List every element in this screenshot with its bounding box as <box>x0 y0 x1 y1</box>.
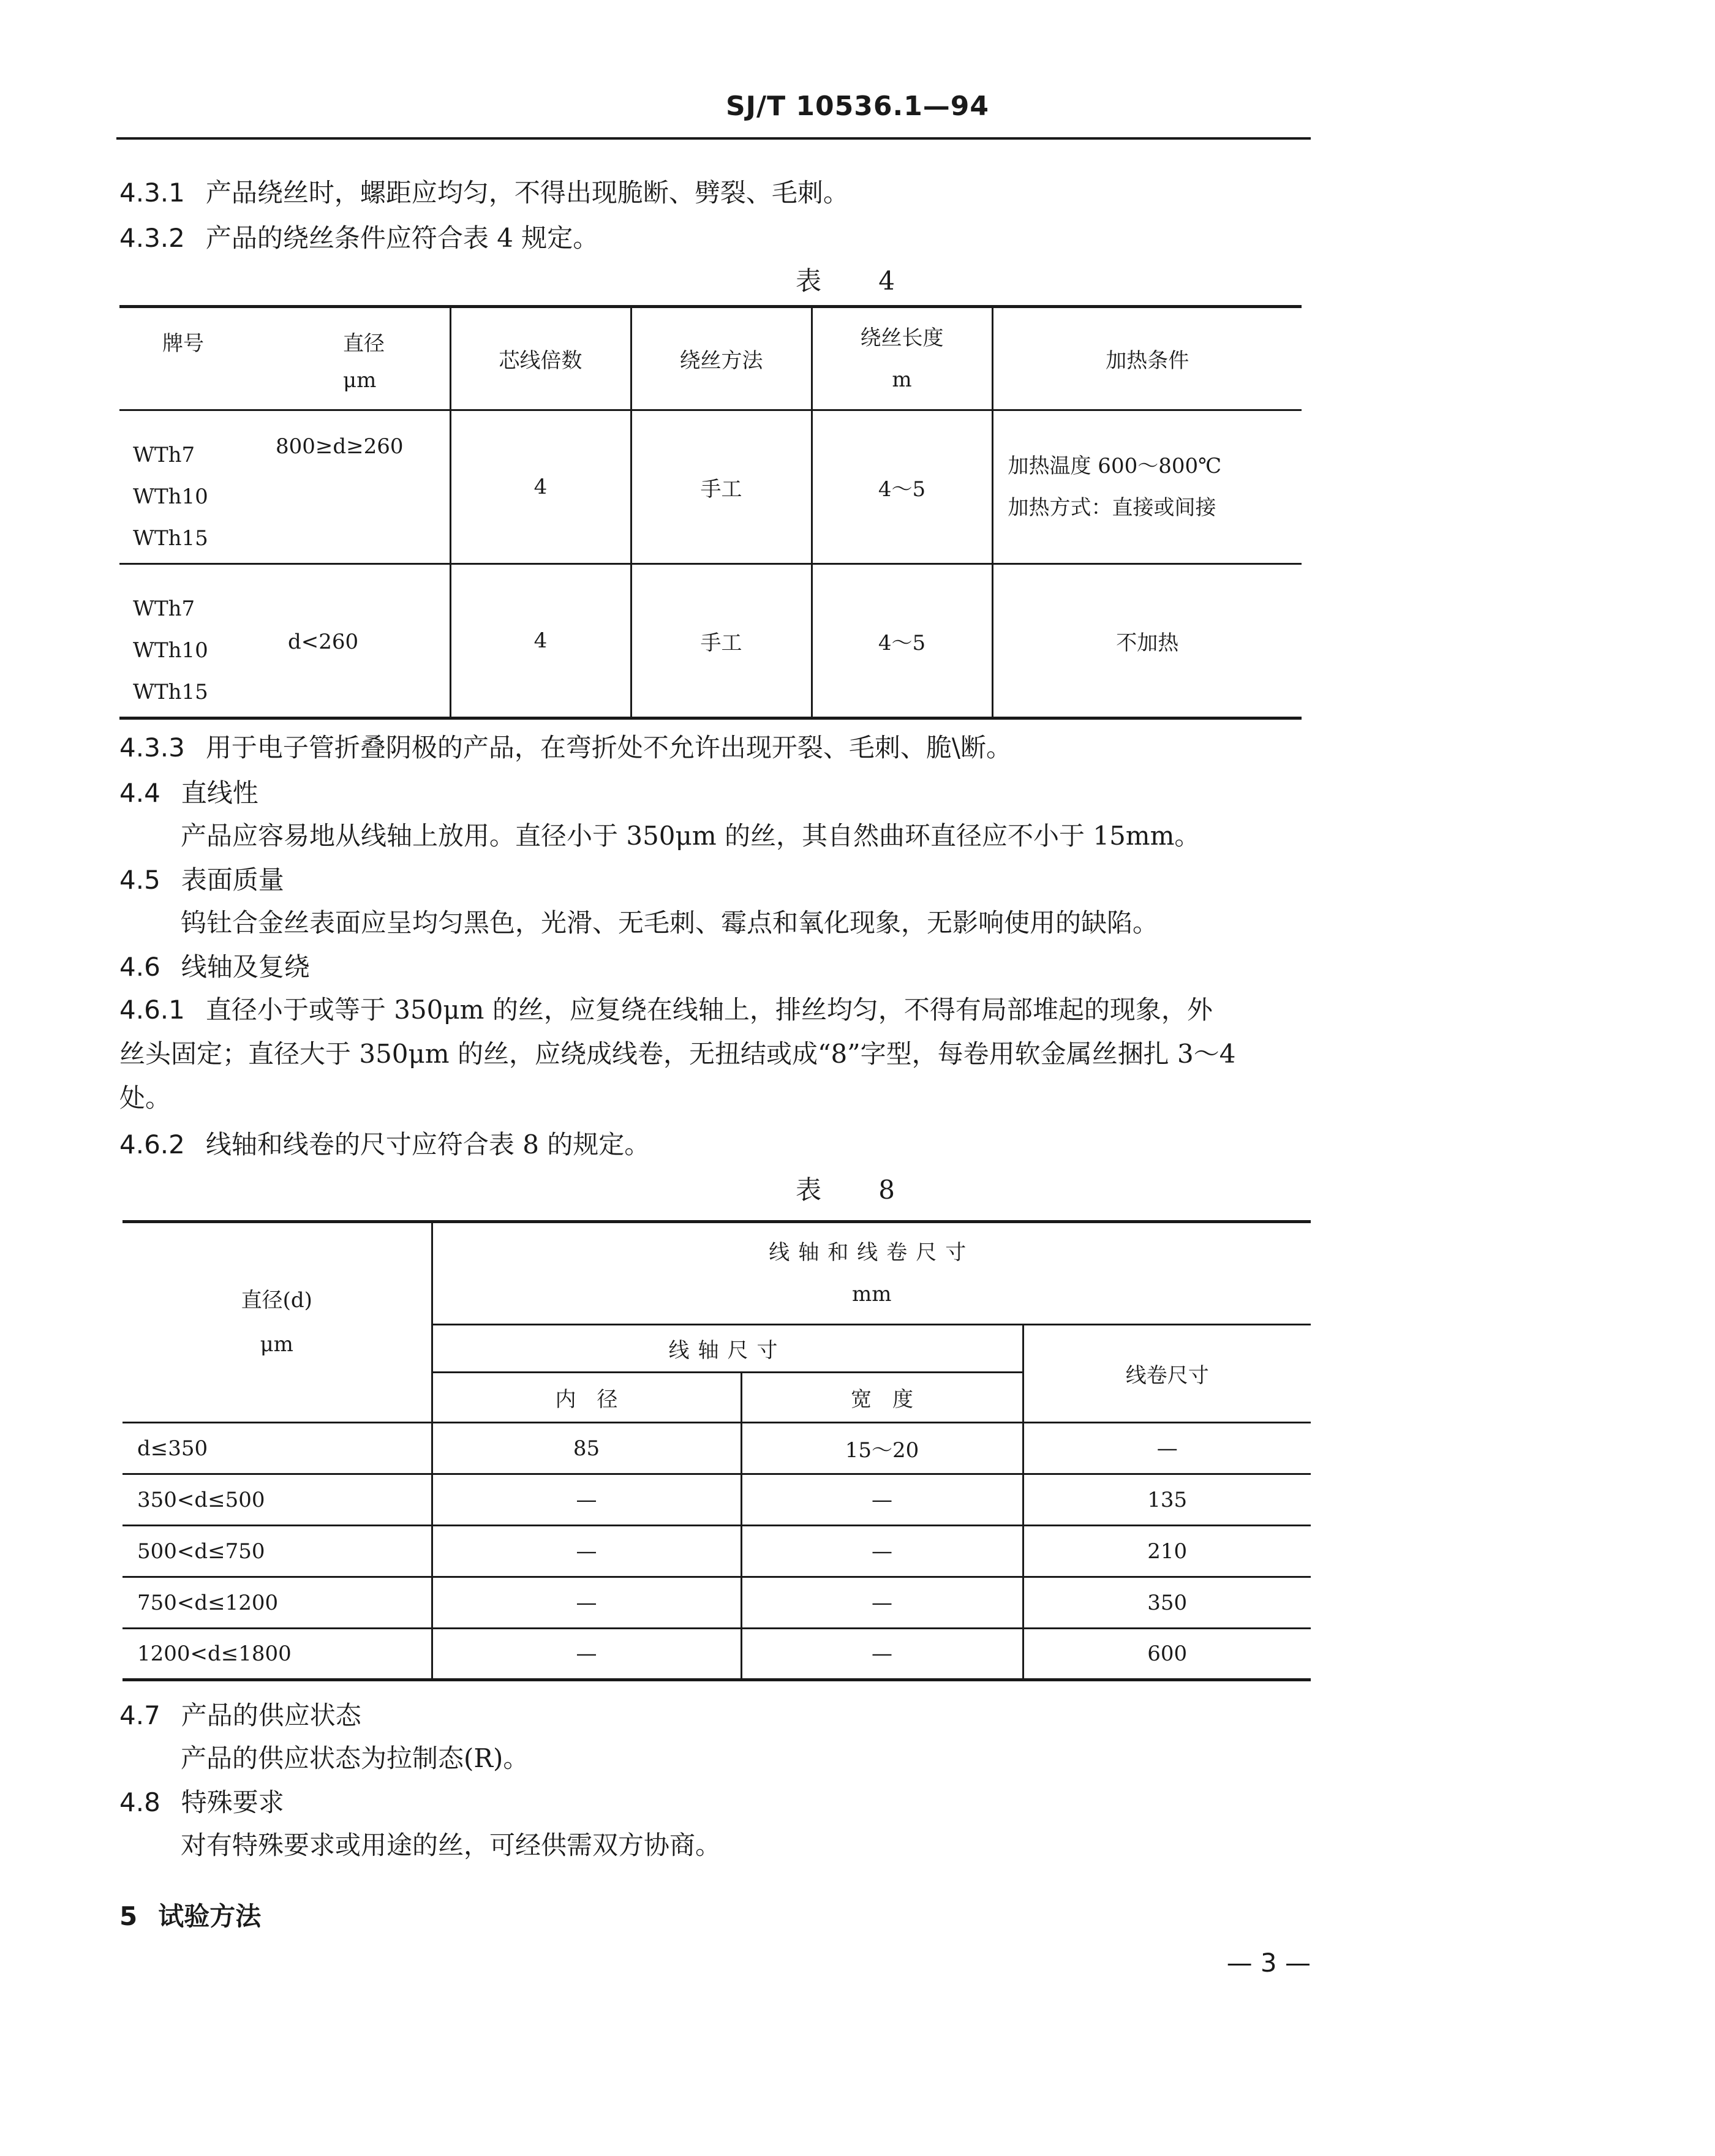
heating-line: 加热方式：直接或间接 <box>1008 496 1216 520</box>
header-diameter-label: 直径(d) <box>241 1288 312 1313</box>
clause-4-6-1-line3: 处。 <box>119 1083 172 1113</box>
inner-cell: — <box>432 1474 741 1526</box>
section-title: 特殊要求 <box>181 1787 284 1817</box>
inner-cell: 85 <box>432 1423 741 1474</box>
header-diameter <box>123 1222 432 1423</box>
section-4-4-body: 产品应容易地从线轴上放用。直径小于 350μm 的丝，其自然曲环直径应不小于 15mm。 <box>181 821 1200 851</box>
section-4-8-body: 对有特殊要求或用途的丝，可经供需双方协商。 <box>181 1830 722 1860</box>
coil-cell: — <box>1023 1423 1311 1474</box>
header-heating: 加热条件 <box>992 307 1302 410</box>
table-row <box>119 410 1302 564</box>
section-number: 4.4 <box>119 778 160 808</box>
clause-number: 4.3.3 <box>119 733 185 763</box>
table-row <box>123 1474 1311 1526</box>
width-cell: — <box>741 1526 1023 1577</box>
brand-code: WTh15 <box>133 680 208 704</box>
range-cell: d≤350 <box>123 1423 432 1474</box>
standard-number: SJ/T 10536.1—94 <box>725 91 990 122</box>
section-number: 4.8 <box>119 1787 160 1817</box>
section-number: 4.7 <box>119 1700 160 1730</box>
clause-text: 产品绕丝时，螺距应均匀，不得出现脆断、劈裂、毛刺。 <box>205 178 849 208</box>
table-4-header-row <box>119 307 1302 410</box>
brand-code: WTh10 <box>133 638 208 663</box>
width-cell: 15～20 <box>741 1423 1023 1474</box>
table-8-caption: 表 8 <box>795 1175 920 1205</box>
table-row <box>123 1577 1311 1629</box>
header-length-label: 绕丝长度 <box>860 325 944 350</box>
section-4-4-heading <box>119 773 258 810</box>
section-number: 4.6 <box>119 952 160 982</box>
coil-cell: 600 <box>1023 1629 1311 1680</box>
clause-4-6-1-line1 <box>119 990 1213 1027</box>
multiple-cell: 4 <box>450 410 631 564</box>
width-cell: — <box>741 1474 1023 1526</box>
table-row <box>123 1629 1311 1680</box>
header-spool: 线轴尺寸 <box>432 1325 1023 1373</box>
table-row <box>123 1526 1311 1577</box>
header-width: 宽 度 <box>741 1373 1023 1423</box>
section-title: 直线性 <box>181 778 258 808</box>
clause-number: 4.6.1 <box>119 995 185 1025</box>
heating-line: 加热温度 600～800℃ <box>1008 454 1222 478</box>
length-cell: 4～5 <box>812 564 992 718</box>
brand-code: WTh15 <box>133 526 208 551</box>
brand-code: WTh7 <box>133 597 195 621</box>
range-cell: 1200<d≤1800 <box>123 1629 432 1680</box>
brand-cell <box>119 410 450 564</box>
clause-text: 直径小于或等于 350μm 的丝，应复绕在线轴上，排丝均匀，不得有局部堆起的现象，外 <box>205 995 1213 1025</box>
section-4-5-body: 钨钍合金丝表面应呈均匀黑色，光滑、无毛刺、霉点和氧化现象，无影响使用的缺陷。 <box>181 908 1159 938</box>
inner-cell: — <box>432 1629 741 1680</box>
heating-cell: 不加热 <box>992 564 1302 718</box>
width-cell: — <box>741 1577 1023 1629</box>
header-size-group-unit: mm <box>852 1282 892 1306</box>
section-4-7-heading <box>119 1695 361 1732</box>
section-title: 试验方法 <box>158 1901 262 1931</box>
section-title: 产品的供应状态 <box>181 1700 361 1730</box>
section-title: 线轴及复绕 <box>181 952 310 982</box>
header-diameter-unit: μm <box>343 368 377 393</box>
clause-4-3-1 <box>119 173 849 209</box>
clause-number: 4.3.2 <box>119 223 185 253</box>
section-4-8-heading <box>119 1782 284 1819</box>
table-row <box>123 1423 1311 1474</box>
brand-code: WTh7 <box>133 443 195 467</box>
coil-cell: 350 <box>1023 1577 1311 1629</box>
inner-cell: — <box>432 1526 741 1577</box>
clause-4-6-2 <box>119 1125 650 1161</box>
brand-cell <box>119 564 450 718</box>
section-4-7-body: 产品的供应状态为拉制态(R)。 <box>181 1743 529 1773</box>
heating-cell <box>992 410 1302 564</box>
method-cell: 手工 <box>631 564 812 718</box>
section-5-heading <box>119 1896 261 1933</box>
header-length <box>812 307 992 410</box>
header-size-group <box>432 1222 1311 1325</box>
header-diameter-unit: μm <box>260 1332 293 1357</box>
clause-4-6-1-line2: 丝头固定；直径大于 350μm 的丝，应绕成线卷，无扭结或成“8”字型，每卷用软金属丝捆扎 3～4 <box>119 1039 1236 1069</box>
coil-cell: 210 <box>1023 1526 1311 1577</box>
header-rule <box>116 137 1311 140</box>
table-4-caption: 表 4 <box>795 266 920 296</box>
inner-cell: — <box>432 1577 741 1629</box>
header-size-group-label: 线轴和线卷尺寸 <box>769 1240 975 1265</box>
diameter-range: d<260 <box>288 630 359 654</box>
clause-4-3-3 <box>119 728 1012 764</box>
header-brand-diameter <box>119 307 450 410</box>
table-row <box>119 564 1302 718</box>
range-cell: 750<d≤1200 <box>123 1577 432 1629</box>
multiple-cell: 4 <box>450 564 631 718</box>
header-length-unit: m <box>892 367 912 392</box>
clause-text: 产品的绕丝条件应符合表 4 规定。 <box>205 223 599 253</box>
header-multiple: 芯线倍数 <box>450 307 631 410</box>
clause-4-3-2 <box>119 218 598 255</box>
range-cell: 500<d≤750 <box>123 1526 432 1577</box>
section-4-5-heading <box>119 860 284 897</box>
header-diameter: 直径 <box>343 331 385 356</box>
clause-number: 4.6.2 <box>119 1129 185 1159</box>
range-cell: 350<d≤500 <box>123 1474 432 1526</box>
page-number: — 3 — <box>1226 1948 1311 1978</box>
section-number: 5 <box>119 1901 138 1931</box>
method-cell: 手工 <box>631 410 812 564</box>
brand-code: WTh10 <box>133 484 208 509</box>
length-cell: 4～5 <box>812 410 992 564</box>
section-title: 表面质量 <box>181 865 284 895</box>
header-method: 绕丝方法 <box>631 307 812 410</box>
clause-text: 线轴和线卷的尺寸应符合表 8 的规定。 <box>205 1129 650 1159</box>
section-number: 4.5 <box>119 865 160 895</box>
clause-text: 用于电子管折叠阴极的产品，在弯折处不允许出现开裂、毛刺、脆\断。 <box>205 733 1012 763</box>
clause-number: 4.3.1 <box>119 178 185 208</box>
header-coil: 线卷尺寸 <box>1023 1325 1311 1423</box>
diameter-range: 800≥d≥260 <box>276 434 404 459</box>
table-4 <box>119 305 1302 720</box>
header-inner: 内 径 <box>432 1373 741 1423</box>
width-cell: — <box>741 1629 1023 1680</box>
table-8 <box>123 1220 1311 1681</box>
header-brand: 牌号 <box>162 331 204 356</box>
coil-cell: 135 <box>1023 1474 1311 1526</box>
table-8-header-row <box>123 1222 1311 1325</box>
section-4-6-heading <box>119 947 310 984</box>
